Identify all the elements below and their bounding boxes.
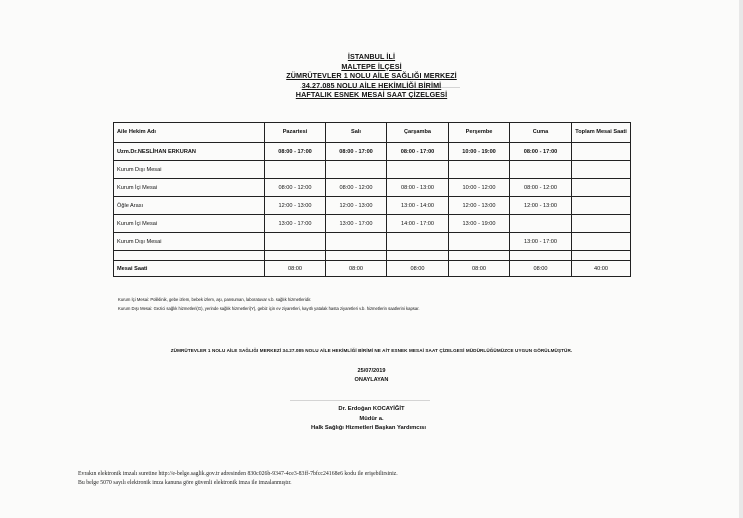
- table-cell: [572, 251, 631, 261]
- table-cell: 08:00: [387, 261, 449, 277]
- column-header-day: Salı: [326, 123, 387, 143]
- table-cell: 08:00: [265, 261, 326, 277]
- table-cell: [387, 233, 449, 251]
- table-cell: 13:00 - 17:00: [510, 233, 572, 251]
- table-cell: 08:00 - 17:00: [265, 143, 326, 161]
- header-title: HAFTALIK ESNEK MESAİ SAAT ÇİZELGESİ: [295, 90, 448, 100]
- table-cell: [265, 233, 326, 251]
- table-cell: 10:00 - 12:00: [449, 179, 510, 197]
- signer-title: Halk Sağlığı Hizmetleri Başkan Yardımcısı: [311, 425, 426, 431]
- table-cell: 08:00: [449, 261, 510, 277]
- signer-role: Müdür a.: [359, 415, 384, 422]
- table-cell: [572, 143, 631, 161]
- row-label: Öğle Arası: [114, 197, 265, 215]
- note-internal: Kurum İçi Mesai: Poliklinik, gebe izlem, bebek izlem, aşı, pansuman, laboratuvar v.b. sağlık hizmetleridir.: [118, 297, 312, 302]
- table-row: [114, 179, 631, 197]
- table-cell: 12:00 - 13:00: [265, 197, 326, 215]
- row-label: Kurum İçi Mesai: [114, 215, 265, 233]
- note-external: Kurum Dışı Mesai: Gezici sağlık hizmetleri(G), yerinde sağlık hizmetleri(Y), gebiz için ev ziyaretleri, kayıtlı yatalak hasta ziyaretleri v.b. hizmetlerin saatlerini kapsar.: [118, 305, 420, 311]
- table-cell: [449, 161, 510, 179]
- signer-name: Dr. Erdoğan KOCAYİĞİT: [338, 406, 405, 412]
- row-label: Kurum İçi Mesai: [114, 179, 265, 197]
- footer-esign-text: Bu belge 5070 sayılı elektronik imza kanuna göre güvenli elektronik imza ile imzalanmıştır.: [78, 480, 292, 486]
- table-cell: [572, 161, 631, 179]
- row-label: Kurum Dışı Mesai: [114, 233, 265, 251]
- table-row: [114, 233, 631, 251]
- table-cell: [572, 215, 631, 233]
- header-center: ZÜMRÜTEVLER 1 NOLU AİLE SAĞLIĞI MERKEZİ: [286, 71, 457, 81]
- table-row: [114, 197, 631, 215]
- table-cell: [387, 251, 449, 261]
- table-cell: 08:00 - 17:00: [326, 143, 387, 161]
- table-cell: [326, 233, 387, 251]
- total-row: [114, 261, 631, 277]
- header-unit: 34.27.085 NOLU AİLE HEKİMLİĞİ BİRİMİ: [301, 80, 442, 90]
- table-cell: 13:00 - 19:00: [449, 215, 510, 233]
- table-cell: 12:00 - 13:00: [449, 197, 510, 215]
- table-cell: 13:00 - 14:00: [387, 197, 449, 215]
- approval-statement: ZÜMRÜTEVLER 1 NOLU AİLE SAĞLIĞI MERKEZİ 34.27.085 NOLU AİLE HEKİMLİĞİ BİRİMİ NE AİT ESNEK MESAİ SAAT ÇİZELGESİ MÜDÜRLÜĞÜMÜZCE UYGUN GÖRÜLMÜŞTÜR.: [170, 348, 573, 353]
- table-row: [114, 215, 631, 233]
- column-header-day: Çarşamba: [387, 123, 449, 143]
- table-header-row: [114, 123, 631, 143]
- header-province: İSTANBUL İLİ: [347, 52, 396, 61]
- column-header-name: Aile Hekim Adı: [114, 123, 265, 143]
- scan-line: [290, 400, 430, 401]
- approval-block: [0, 367, 743, 385]
- table-cell: [326, 161, 387, 179]
- table-cell: 08:00 - 12:00: [265, 179, 326, 197]
- table-cell: [265, 251, 326, 261]
- document-footer: [78, 470, 398, 488]
- signature-block: [0, 405, 743, 434]
- column-header-total: Toplam Mesai Saati: [572, 123, 631, 143]
- table-row: [114, 161, 631, 179]
- table-cell: [387, 161, 449, 179]
- table-cell: [572, 197, 631, 215]
- table-cell: 14:00 - 17:00: [387, 215, 449, 233]
- table-cell: 08:00 - 12:00: [510, 179, 572, 197]
- table-cell: [510, 251, 572, 261]
- table-cell: [114, 251, 265, 261]
- column-header-day: Pazartesi: [265, 123, 326, 143]
- table-cell: 08:00: [326, 261, 387, 277]
- table-cell: [449, 233, 510, 251]
- column-header-day: Perşembe: [449, 123, 510, 143]
- row-label: Kurum Dışı Mesai: [114, 161, 265, 179]
- table-cell: 12:00 - 13:00: [326, 197, 387, 215]
- notes: [118, 296, 420, 313]
- table-cell: 08:00 - 12:00: [326, 179, 387, 197]
- table-cell: [265, 161, 326, 179]
- schedule-table: [113, 122, 631, 277]
- table-cell: [449, 251, 510, 261]
- table-spacer-row: [114, 251, 631, 261]
- table-cell: 13:00 - 17:00: [265, 215, 326, 233]
- doctor-row: [114, 143, 631, 161]
- footer-verify-text: Evrakın elektronik imzalı suretine http://e-belge.saglik.gov.tr adresinden 830c026b-9347-4ce3-83ff-7bfcc24168e6 kodu ile erişebilirsiniz.: [78, 471, 398, 477]
- table-cell: 13:00 - 17:00: [326, 215, 387, 233]
- table-cell: [572, 179, 631, 197]
- header-district: MALTEPE İLÇESİ: [341, 61, 402, 71]
- approval-status: ONAYLAYAN: [354, 377, 389, 383]
- table-cell: 10:00 - 19:00: [449, 143, 510, 161]
- table-cell: [572, 233, 631, 251]
- document-header: [0, 52, 743, 100]
- table-cell: 08:00 - 13:00: [387, 179, 449, 197]
- table-cell: 08:00: [510, 261, 572, 277]
- doctor-name: Uzm.Dr.NESLİHAN ERKURAN: [114, 143, 265, 161]
- column-header-day: Cuma: [510, 123, 572, 143]
- total-label: Mesai Saati: [114, 261, 265, 277]
- table-cell: [510, 161, 572, 179]
- table-cell: [510, 215, 572, 233]
- table-cell: 08:00 - 17:00: [387, 143, 449, 161]
- table-cell: [326, 251, 387, 261]
- total-sum: 40:00: [572, 261, 631, 277]
- table-cell: 12:00 - 13:00: [510, 197, 572, 215]
- approval-date: 25/07/2019: [357, 368, 386, 374]
- table-cell: 08:00 - 17:00: [510, 143, 572, 161]
